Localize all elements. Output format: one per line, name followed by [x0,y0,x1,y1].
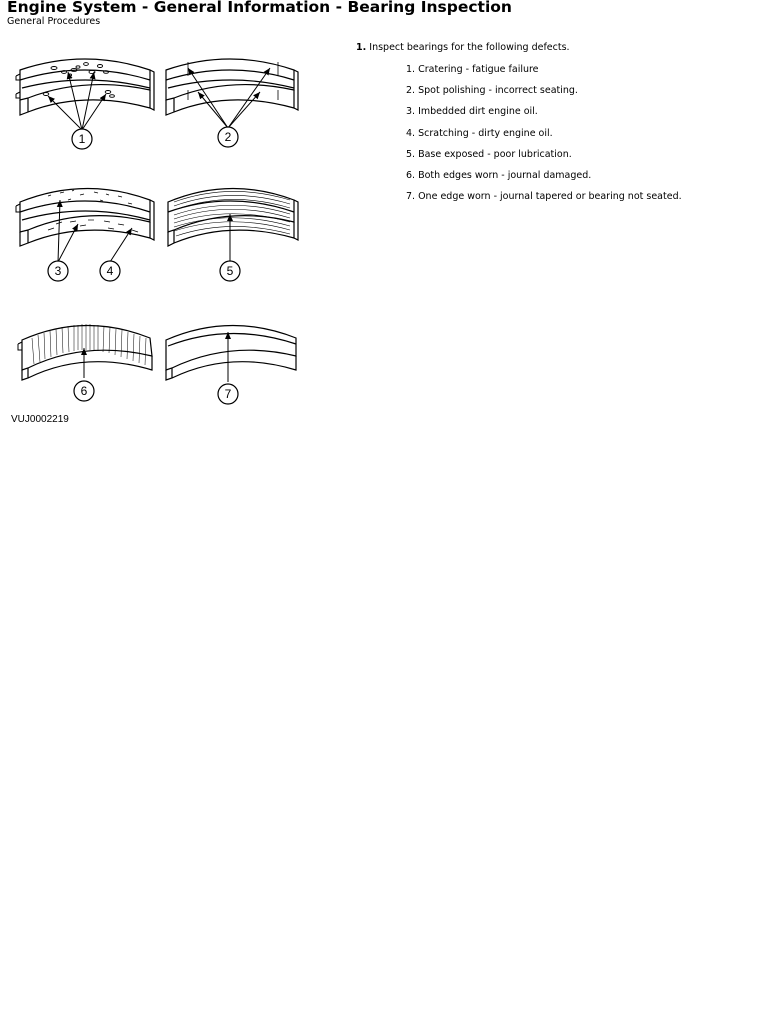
defect-item: 6. Both edges worn - journal damaged. [406,169,592,181]
defect-item: 1. Cratering - fatigue failure [406,64,539,75]
step-1 [356,41,756,54]
bearing-illustration [8,50,308,410]
callout-4: 4 [106,264,114,278]
defect-item: 4. Scratching - dirty engine oil. [406,127,553,139]
defect-item: 3. Imbedded dirt engine oil. [406,106,538,118]
defect-list [406,63,756,203]
page-title: Engine System - General Information - Bearing Inspection [7,0,512,16]
defect-item: 5. Base exposed - poor lubrication. [406,148,572,160]
callout-5: 5 [226,264,234,278]
callout-2: 2 [224,130,232,144]
bearing-3-4-dirt-scratching [16,188,154,281]
step-text: Inspect bearings for the following defects. [369,42,570,53]
callout-7: 7 [224,387,232,401]
callout-1: 1 [78,132,86,146]
bearing-2-spot-polishing [166,59,298,147]
figure-id-label: VUJ0002219 [11,414,69,425]
defect-item: 7. One edge worn - journal tapered or bearing not seated. [406,191,682,203]
step-number: 1. [356,42,367,53]
callout-3: 3 [54,264,62,278]
defect-item: 2. Spot polishing - incorrect seating. [406,85,578,97]
bearing-inspection-figure [8,50,308,435]
page-subtitle: General Procedures [7,16,101,27]
callout-6: 6 [80,384,88,398]
procedure-steps [356,41,756,211]
